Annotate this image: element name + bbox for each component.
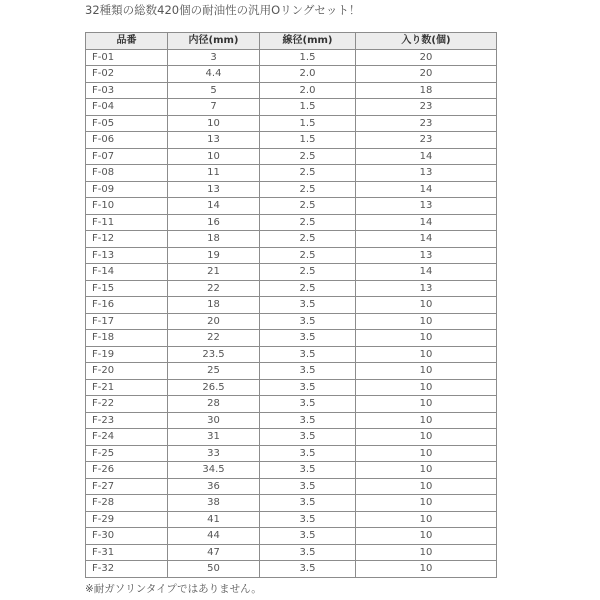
cell-wire-diameter: 3.5 — [260, 379, 356, 396]
cell-inner-diameter: 18 — [168, 297, 260, 314]
table-body — [86, 49, 497, 577]
cell-wire-diameter: 3.5 — [260, 363, 356, 380]
table-row — [86, 379, 497, 396]
table-row — [86, 165, 497, 182]
cell-inner-diameter: 28 — [168, 396, 260, 413]
table-row — [86, 511, 497, 528]
cell-wire-diameter: 3.5 — [260, 445, 356, 462]
cell-product-code: F-10 — [86, 198, 168, 215]
cell-wire-diameter: 1.5 — [260, 132, 356, 149]
cell-quantity: 10 — [356, 396, 497, 413]
cell-wire-diameter: 3.5 — [260, 396, 356, 413]
cell-quantity: 10 — [356, 478, 497, 495]
table-row — [86, 148, 497, 165]
cell-quantity: 10 — [356, 346, 497, 363]
cell-inner-diameter: 10 — [168, 115, 260, 132]
cell-quantity: 10 — [356, 528, 497, 545]
table-row — [86, 396, 497, 413]
footnote: ※耐ガソリンタイプではありません。 — [85, 583, 262, 595]
cell-quantity: 14 — [356, 264, 497, 281]
cell-product-code: F-27 — [86, 478, 168, 495]
table-row — [86, 280, 497, 297]
cell-product-code: F-01 — [86, 49, 168, 66]
cell-product-code: F-25 — [86, 445, 168, 462]
cell-product-code: F-19 — [86, 346, 168, 363]
cell-wire-diameter: 3.5 — [260, 495, 356, 512]
cell-wire-diameter: 2.5 — [260, 280, 356, 297]
cell-quantity: 10 — [356, 511, 497, 528]
cell-inner-diameter: 47 — [168, 544, 260, 561]
table-row — [86, 181, 497, 198]
cell-product-code: F-11 — [86, 214, 168, 231]
cell-inner-diameter: 3 — [168, 49, 260, 66]
cell-quantity: 20 — [356, 66, 497, 83]
cell-wire-diameter: 1.5 — [260, 99, 356, 116]
cell-inner-diameter: 44 — [168, 528, 260, 545]
table-row — [86, 445, 497, 462]
cell-inner-diameter: 22 — [168, 330, 260, 347]
table-row — [86, 313, 497, 330]
table-row — [86, 363, 497, 380]
cell-product-code: F-04 — [86, 99, 168, 116]
cell-wire-diameter: 2.5 — [260, 214, 356, 231]
cell-product-code: F-05 — [86, 115, 168, 132]
cell-quantity: 10 — [356, 297, 497, 314]
cell-product-code: F-32 — [86, 561, 168, 578]
cell-quantity: 13 — [356, 280, 497, 297]
header-quantity: 入り数(個) — [356, 33, 497, 50]
cell-wire-diameter: 2.5 — [260, 165, 356, 182]
cell-wire-diameter: 3.5 — [260, 429, 356, 446]
cell-quantity: 14 — [356, 231, 497, 248]
cell-product-code: F-30 — [86, 528, 168, 545]
cell-product-code: F-22 — [86, 396, 168, 413]
cell-inner-diameter: 18 — [168, 231, 260, 248]
cell-quantity: 23 — [356, 99, 497, 116]
table-row — [86, 231, 497, 248]
cell-product-code: F-09 — [86, 181, 168, 198]
cell-quantity: 14 — [356, 148, 497, 165]
cell-product-code: F-13 — [86, 247, 168, 264]
table-row — [86, 330, 497, 347]
cell-product-code: F-12 — [86, 231, 168, 248]
table-row — [86, 297, 497, 314]
table-row — [86, 478, 497, 495]
cell-quantity: 10 — [356, 462, 497, 479]
cell-product-code: F-31 — [86, 544, 168, 561]
cell-product-code: F-18 — [86, 330, 168, 347]
cell-product-code: F-06 — [86, 132, 168, 149]
cell-product-code: F-17 — [86, 313, 168, 330]
cell-quantity: 23 — [356, 132, 497, 149]
table-row — [86, 544, 497, 561]
table-row — [86, 264, 497, 281]
table-row — [86, 115, 497, 132]
table-row — [86, 214, 497, 231]
cell-quantity: 18 — [356, 82, 497, 99]
table-row — [86, 82, 497, 99]
cell-product-code: F-07 — [86, 148, 168, 165]
cell-wire-diameter: 3.5 — [260, 346, 356, 363]
cell-wire-diameter: 1.5 — [260, 115, 356, 132]
table-row — [86, 528, 497, 545]
table-row — [86, 346, 497, 363]
cell-wire-diameter: 2.5 — [260, 198, 356, 215]
cell-quantity: 13 — [356, 165, 497, 182]
cell-inner-diameter: 38 — [168, 495, 260, 512]
table-row — [86, 495, 497, 512]
cell-inner-diameter: 34.5 — [168, 462, 260, 479]
cell-inner-diameter: 22 — [168, 280, 260, 297]
cell-quantity: 10 — [356, 412, 497, 429]
cell-inner-diameter: 30 — [168, 412, 260, 429]
table-row — [86, 66, 497, 83]
table-row — [86, 198, 497, 215]
cell-wire-diameter: 2.5 — [260, 181, 356, 198]
table-header-row — [86, 33, 497, 50]
cell-wire-diameter: 3.5 — [260, 297, 356, 314]
o-ring-spec-table — [85, 32, 497, 578]
cell-product-code: F-28 — [86, 495, 168, 512]
cell-wire-diameter: 2.5 — [260, 148, 356, 165]
cell-product-code: F-08 — [86, 165, 168, 182]
cell-quantity: 10 — [356, 379, 497, 396]
cell-product-code: F-24 — [86, 429, 168, 446]
cell-product-code: F-14 — [86, 264, 168, 281]
cell-inner-diameter: 26.5 — [168, 379, 260, 396]
cell-wire-diameter: 2.5 — [260, 247, 356, 264]
cell-inner-diameter: 25 — [168, 363, 260, 380]
cell-quantity: 10 — [356, 544, 497, 561]
cell-inner-diameter: 50 — [168, 561, 260, 578]
header-wire-diameter: 線径(mm) — [260, 33, 356, 50]
cell-inner-diameter: 10 — [168, 148, 260, 165]
cell-wire-diameter: 3.5 — [260, 462, 356, 479]
cell-wire-diameter: 3.5 — [260, 478, 356, 495]
table-row — [86, 49, 497, 66]
cell-inner-diameter: 36 — [168, 478, 260, 495]
cell-inner-diameter: 16 — [168, 214, 260, 231]
cell-quantity: 10 — [356, 429, 497, 446]
cell-product-code: F-02 — [86, 66, 168, 83]
header-product-code: 品番 — [86, 33, 168, 50]
cell-product-code: F-20 — [86, 363, 168, 380]
cell-inner-diameter: 4.4 — [168, 66, 260, 83]
cell-quantity: 10 — [356, 330, 497, 347]
cell-inner-diameter: 41 — [168, 511, 260, 528]
cell-wire-diameter: 3.5 — [260, 412, 356, 429]
cell-quantity: 20 — [356, 49, 497, 66]
cell-inner-diameter: 19 — [168, 247, 260, 264]
cell-wire-diameter: 2.5 — [260, 231, 356, 248]
table-row — [86, 561, 497, 578]
cell-quantity: 13 — [356, 247, 497, 264]
cell-inner-diameter: 33 — [168, 445, 260, 462]
cell-inner-diameter: 5 — [168, 82, 260, 99]
header-inner-diameter: 内径(mm) — [168, 33, 260, 50]
cell-wire-diameter: 3.5 — [260, 511, 356, 528]
cell-quantity: 10 — [356, 445, 497, 462]
cell-wire-diameter: 2.0 — [260, 66, 356, 83]
cell-product-code: F-23 — [86, 412, 168, 429]
cell-quantity: 13 — [356, 198, 497, 215]
cell-product-code: F-21 — [86, 379, 168, 396]
cell-quantity: 10 — [356, 495, 497, 512]
cell-inner-diameter: 20 — [168, 313, 260, 330]
cell-wire-diameter: 3.5 — [260, 561, 356, 578]
cell-inner-diameter: 23.5 — [168, 346, 260, 363]
cell-inner-diameter: 13 — [168, 181, 260, 198]
table-row — [86, 247, 497, 264]
cell-wire-diameter: 3.5 — [260, 528, 356, 545]
cell-product-code: F-03 — [86, 82, 168, 99]
cell-wire-diameter: 3.5 — [260, 544, 356, 561]
table-row — [86, 429, 497, 446]
cell-product-code: F-26 — [86, 462, 168, 479]
cell-wire-diameter: 3.5 — [260, 330, 356, 347]
cell-quantity: 10 — [356, 561, 497, 578]
cell-inner-diameter: 31 — [168, 429, 260, 446]
page-headline: 32種類の総数420個の耐油性の汎用Oリングセット！ — [85, 3, 361, 17]
cell-product-code: F-15 — [86, 280, 168, 297]
cell-product-code: F-29 — [86, 511, 168, 528]
cell-quantity: 14 — [356, 181, 497, 198]
cell-quantity: 14 — [356, 214, 497, 231]
cell-inner-diameter: 7 — [168, 99, 260, 116]
cell-quantity: 10 — [356, 313, 497, 330]
table-row — [86, 412, 497, 429]
table-row — [86, 99, 497, 116]
table-row — [86, 462, 497, 479]
cell-quantity: 23 — [356, 115, 497, 132]
cell-inner-diameter: 13 — [168, 132, 260, 149]
cell-wire-diameter: 2.5 — [260, 264, 356, 281]
cell-inner-diameter: 14 — [168, 198, 260, 215]
cell-wire-diameter: 1.5 — [260, 49, 356, 66]
table-row — [86, 132, 497, 149]
cell-wire-diameter: 3.5 — [260, 313, 356, 330]
cell-product-code: F-16 — [86, 297, 168, 314]
cell-inner-diameter: 11 — [168, 165, 260, 182]
cell-quantity: 10 — [356, 363, 497, 380]
cell-inner-diameter: 21 — [168, 264, 260, 281]
cell-wire-diameter: 2.0 — [260, 82, 356, 99]
